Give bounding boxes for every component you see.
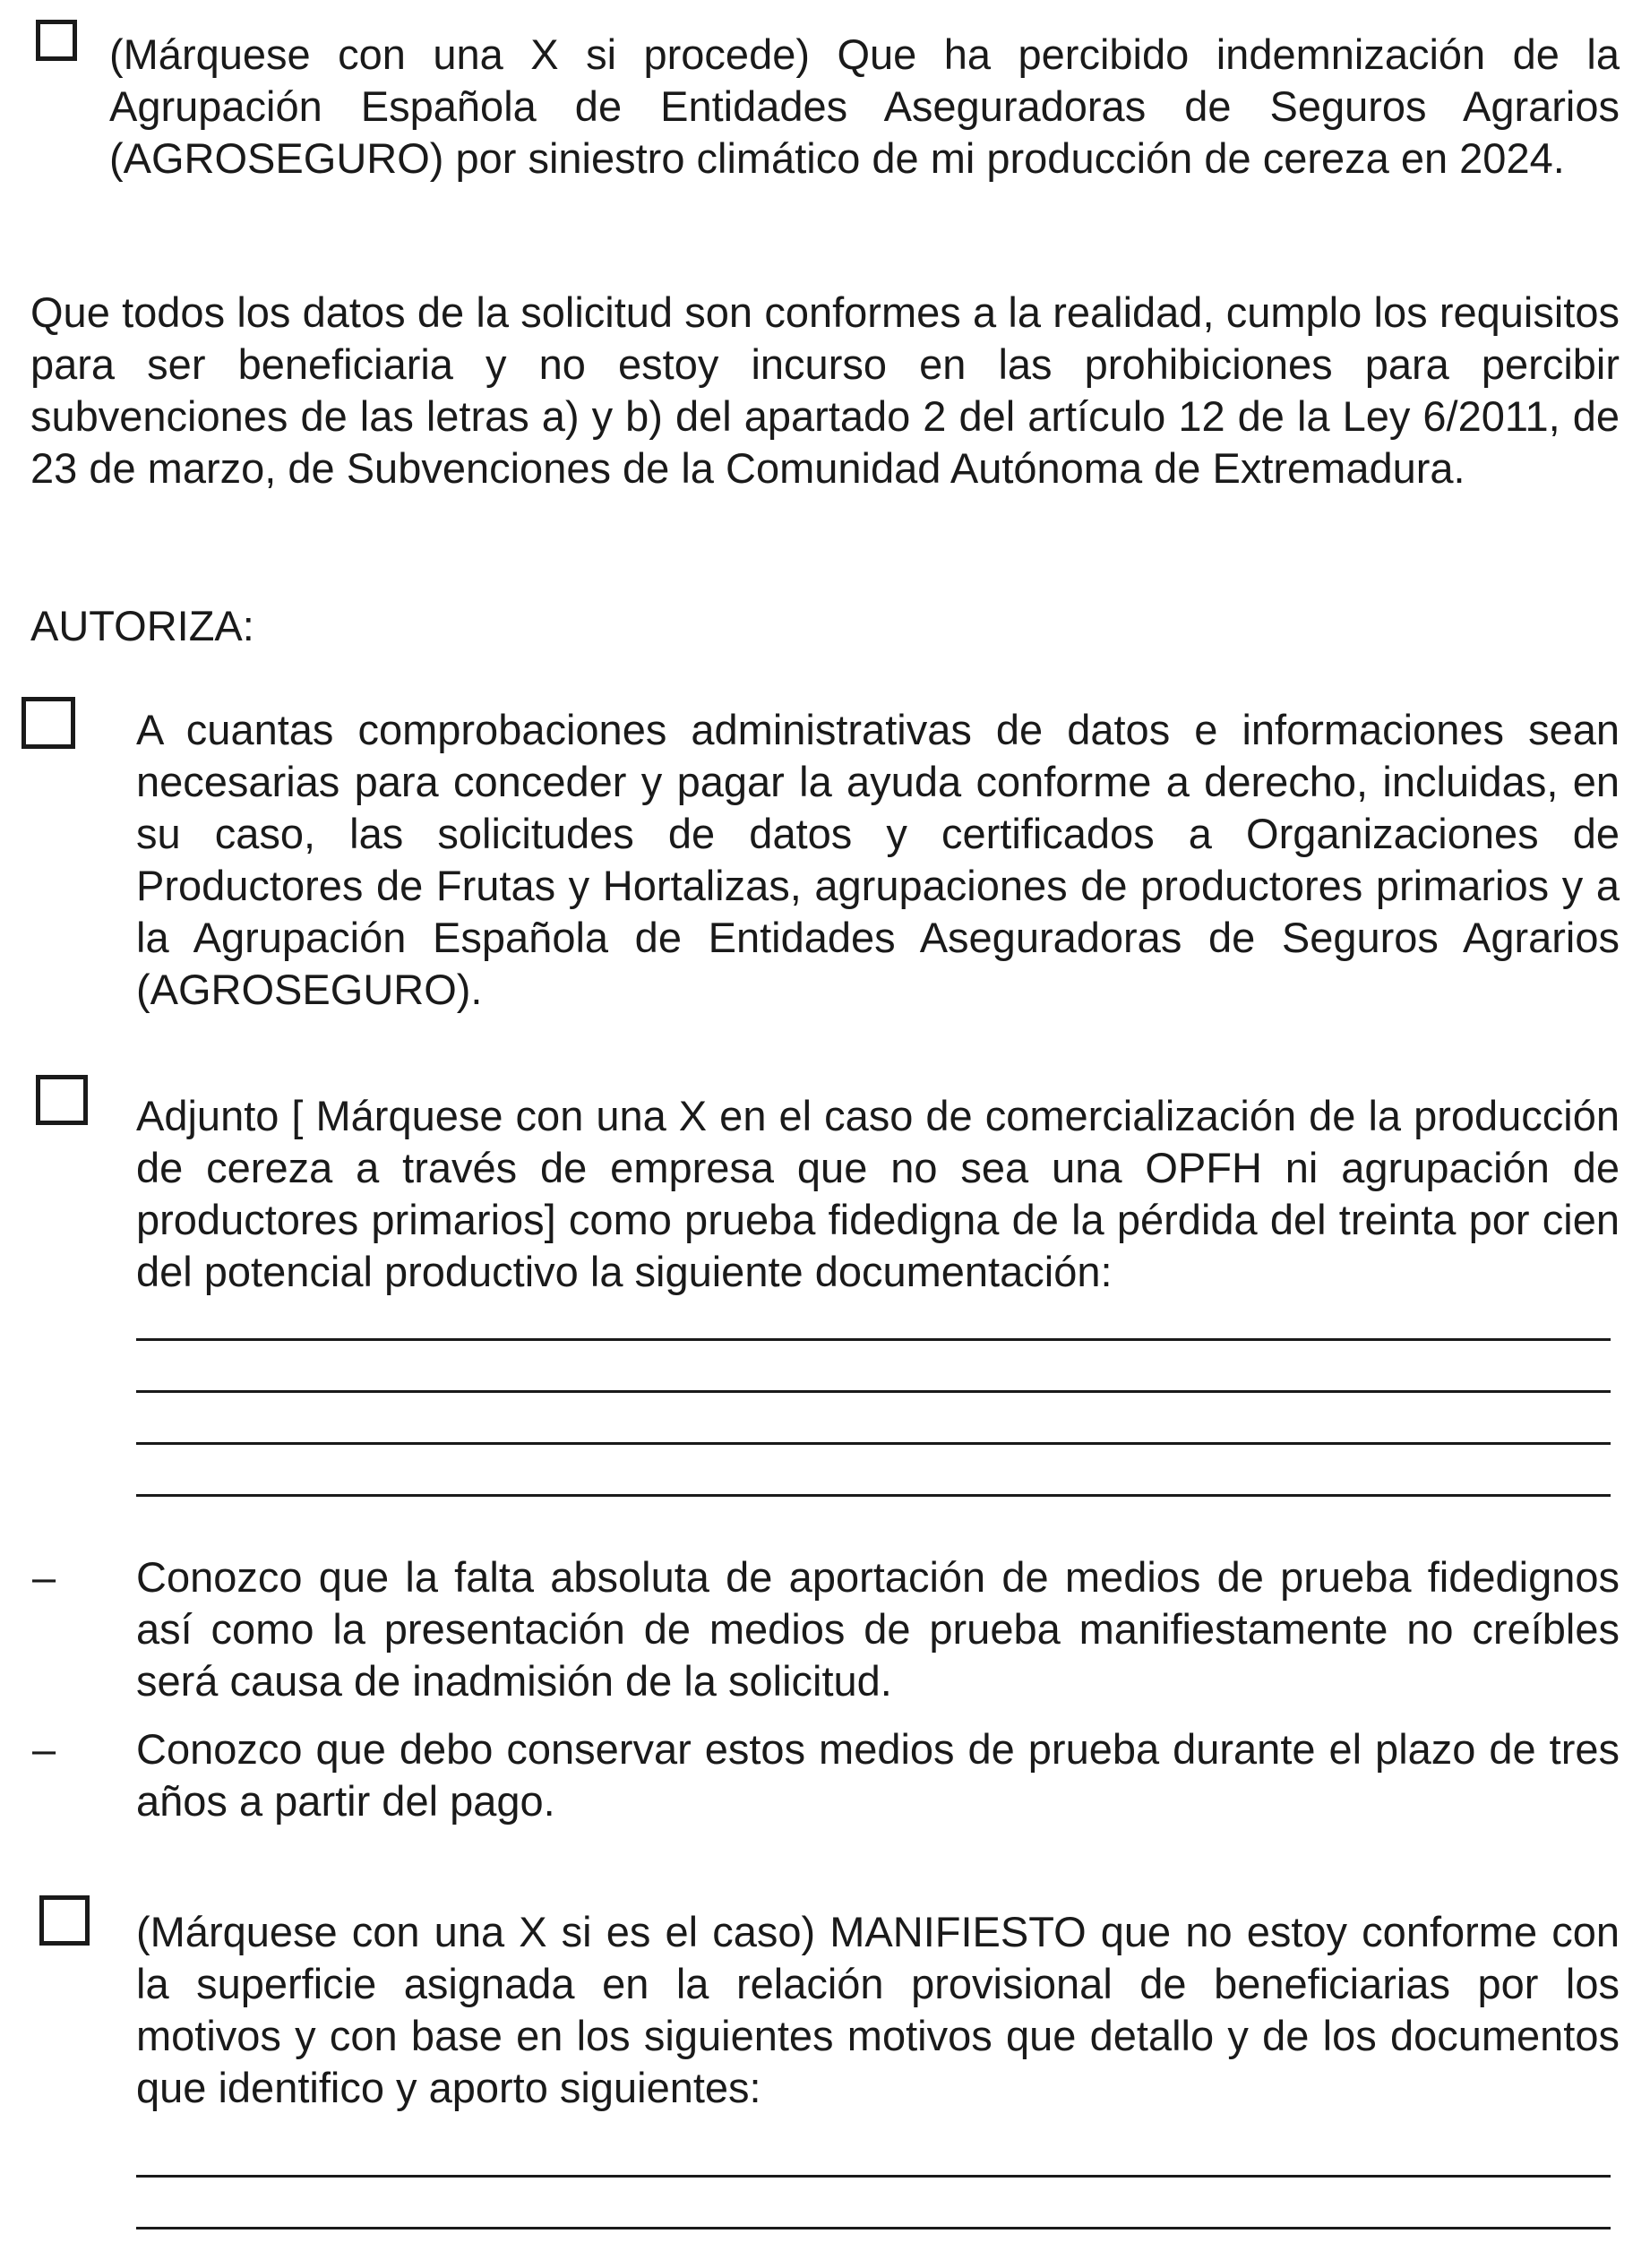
agroseguro-indemnity-text: (Márquese con una X si procede) Que ha percibido indemnización de la Agrupación Española de Entidades Aseguradoras de Seguros Agrarios (AGROSEGURO) por siniestro climático de mi producción de cereza en 2024.	[109, 30, 1620, 182]
adjunto-text: Adjunto [ Márquese con una X en el caso de comercialización de la producción de cereza a través de empresa que no sea una OPFH ni agrupación de productores primarios] como prueba fidedigna de la pérdida del treinta por cien del potencial productivo la siguiente documentación:	[136, 1092, 1620, 1295]
manifiesto-checkbox[interactable]	[39, 1895, 90, 1946]
note-bullet: –	[32, 1725, 56, 1773]
manifiesto-fill-line-1[interactable]	[136, 2175, 1611, 2178]
note-bullet: –	[32, 1553, 56, 1601]
manifiesto-fill-line-2[interactable]	[136, 2227, 1611, 2229]
autoriza-heading: AUTORIZA:	[30, 602, 254, 649]
declaration-paragraph: Que todos los datos de la solicitud son conformes a la realidad, cumplo los requisitos para ser beneficiaria y no estoy incurso en las prohibiciones para percibir subvenciones de las letras a) y b) del apartado 2 del artículo 12 de la Ley 6/2011, de 23 de marzo, de Subvenciones de la Comunidad Autónoma de Extremadura.	[30, 288, 1620, 492]
adjunto-fill-line-2[interactable]	[136, 1390, 1611, 1393]
agroseguro-indemnity-checkbox[interactable]	[36, 20, 77, 61]
adjunto-fill-line-3[interactable]	[136, 1442, 1611, 1445]
note-text: Conozco que la falta absoluta de aportación de medios de prueba fidedignos así como la presentación de medios de prueba manifiestamente no creíbles será causa de inadmisión de la solicitud.	[136, 1553, 1620, 1705]
adjunto-checkbox[interactable]	[36, 1075, 88, 1125]
adjunto-fill-line-1[interactable]	[136, 1338, 1611, 1341]
autoriza-text: A cuantas comprobaciones administrativas de datos e informaciones sean necesarias para conceder y pagar la ayuda conforme a derecho, incluidas, en su caso, las solicitudes de datos y certificados a Organizaciones de Productores de Frutas y Hortalizas, agrupaciones de productores primarios y a la Agrupación Española de Entidades Aseguradoras de Seguros Agrarios (AGROSEGURO).	[136, 706, 1620, 1013]
note-text: Conozco que debo conservar estos medios de prueba durante el plazo de tres años a partir del pago.	[136, 1725, 1620, 1825]
autoriza-checkbox[interactable]	[21, 697, 75, 749]
adjunto-fill-line-4[interactable]	[136, 1494, 1611, 1497]
manifiesto-text: (Márquese con una X si es el caso) MANIFIESTO que no estoy conforme con la superficie asignada en la relación provisional de beneficiarias por los motivos y con base en los siguientes motivos que detallo y de los documentos que identifico y aporto siguientes:	[136, 1908, 1620, 2111]
